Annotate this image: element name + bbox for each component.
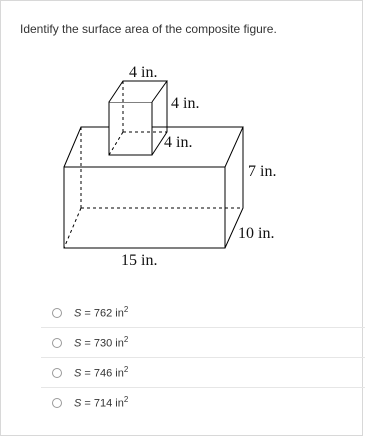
- question-prompt: Identify the surface area of the composite figure.: [20, 22, 277, 36]
- base-hidden-edges: [64, 127, 243, 248]
- composite-figure-diagram: [1, 51, 365, 281]
- cube-top-face: [109, 81, 167, 102]
- radio-button[interactable]: [52, 398, 62, 408]
- label-top-depth: 4 in.: [164, 134, 193, 151]
- choice-label: S = 730 $in^2$: [74, 335, 129, 350]
- answer-choice-1[interactable]: [41, 298, 365, 328]
- radio-button[interactable]: [52, 368, 62, 378]
- base-top-face: [64, 127, 243, 167]
- label-base-height: 7 in.: [248, 163, 277, 180]
- cube-front-face: [109, 102, 152, 155]
- label-base-depth: 10 in.: [238, 225, 275, 242]
- choice-label: S = 746 $in^2$: [74, 365, 129, 380]
- label-top-height: 4 in.: [171, 95, 200, 112]
- choice-label: S = 762 $in^2$: [74, 305, 129, 320]
- answer-choice-2[interactable]: [41, 328, 365, 358]
- label-top-width: 4 in.: [129, 64, 158, 81]
- radio-button[interactable]: [52, 338, 62, 348]
- answer-choice-3[interactable]: [41, 358, 365, 388]
- radio-button[interactable]: [52, 308, 62, 318]
- answer-choices: [41, 298, 365, 417]
- answer-choice-4[interactable]: [41, 388, 365, 417]
- choice-label: S = 714 $in^2$: [74, 395, 129, 410]
- label-base-length: 15 in.: [121, 252, 158, 269]
